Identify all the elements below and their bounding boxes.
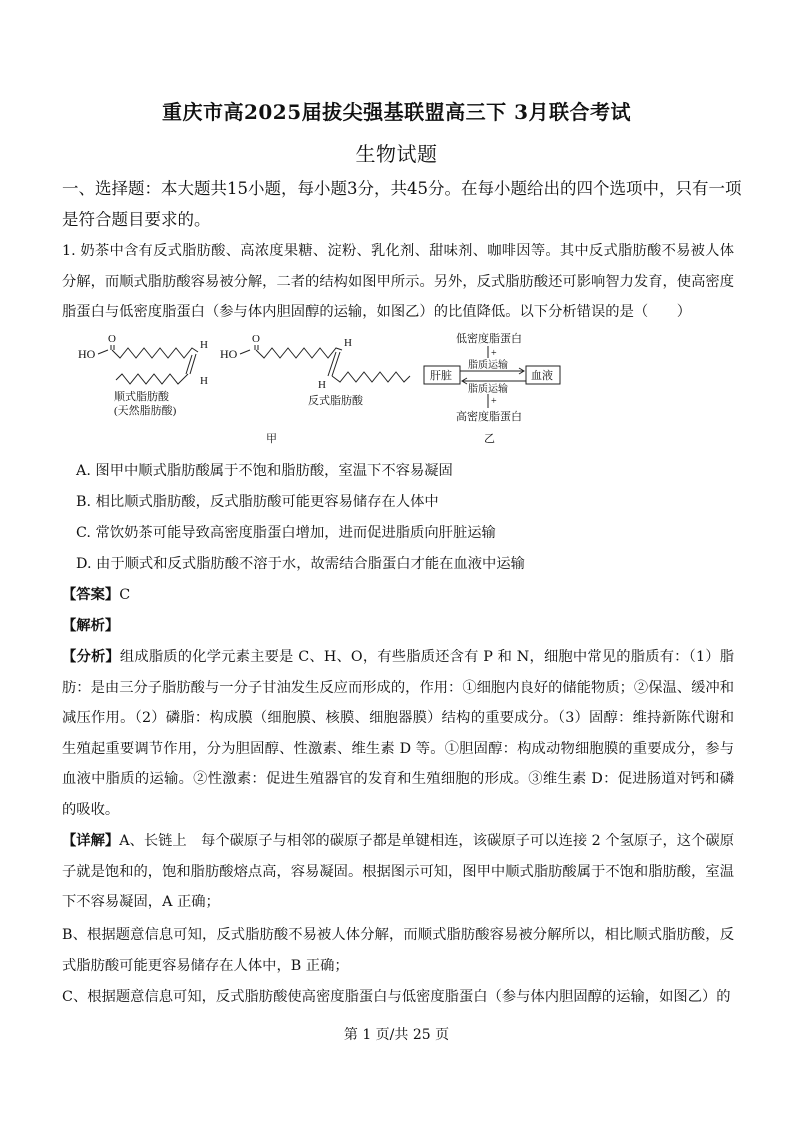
option-d: D. 由于顺式和反式脂肪酸不溶于水，故需结合脂蛋白才能在血液中运输 (76, 556, 525, 572)
xiangjie-label: 【详解】 (62, 833, 120, 849)
cis-o-label: O (108, 333, 116, 345)
trans-o-label: O (252, 333, 260, 345)
fenxi-label: 【分析】 (62, 649, 120, 665)
exam-title: 重庆市高2025届拔尖强基联盟高三下 3月联合考试 (161, 100, 632, 124)
cis-ho-label: HO (78, 347, 96, 361)
trans-h-label-1: H (344, 337, 352, 349)
option-c: C. 常饮奶茶可能导致高密度脂蛋白增加，进而促进脂质向肝脏运输 (76, 525, 496, 541)
cis-fa-sublabel: (天然脂肪酸) (114, 405, 177, 417)
lipoprotein-diagram (424, 331, 560, 445)
analysis-label: 【解析】 (62, 618, 120, 634)
trans-h-label-2: H (318, 379, 326, 391)
question-figure (78, 330, 578, 448)
hdl-label: 高密度脂蛋白 (456, 411, 522, 423)
question-stem: 1. 奶茶中含有反式脂肪酸、高浓度果糖、淀粉、乳化剂、甜味剂、咖啡因等。其中反式脂肪酸不易被人体分解，而顺式脂肪酸容易被分解，二者的结构如图甲所示。另外，反式脂肪酸还可影响智力发育，使高密度脂蛋白与低密度脂蛋白（参与体内胆固醇的运输，如图乙）的比值降低。以下分析错误的是（ ） (62, 243, 734, 321)
fenxi-paragraph (62, 642, 734, 826)
trans-fatty-acid-structure (220, 333, 410, 445)
trans-fa-label: 反式脂肪酸 (308, 395, 363, 407)
liver-label: 肝脏 (430, 370, 452, 382)
answer-value: C (119, 587, 131, 603)
transport-label-2: 脂质运输 (468, 384, 508, 395)
cis-fa-label: 顺式脂肪酸 (114, 391, 169, 403)
fenxi-text: 组成脂质的化学元素主要是 C、H、O，有些脂质还含有 P 和 N，细胞中常见的脂质有：（1）脂肪：是由三分子脂肪酸与一分子甘油发生反应而形成的，作用：①细胞内良好的储能物质；②保温、缓冲和减压作用。（2）磷脂：构成膜（细胞膜、核膜、细胞器膜）结构的重要成分。（3）固醇：维持新陈代谢和生殖起重要调节作用，分为胆固醇、性激素、维生素 D 等。①胆固醇：构成动物细胞膜的重要成分，参与血液中脂质的运输。②性激素：促进生殖器官的发育和生殖细胞的形成。③维生素 D：促进肠道对钙和磷的吸收。 (62, 649, 735, 818)
option-b: B. 相比顺式脂肪酸，反式脂肪酸可能更容易储存在人体中 (76, 494, 439, 510)
option-a: A. 图甲中顺式脂肪酸属于不饱和脂肪酸，室温下不容易凝固 (76, 463, 453, 479)
section-heading: 一、选择题：本大题共15小题，每小题3分，共45分。在每小题给出的四个选项中，只有一项是符合题目要求的。 (62, 179, 742, 229)
blood-label: 血液 (531, 370, 553, 382)
figure-jia-label: 甲 (266, 433, 277, 445)
xiangjie-a-text: A、长链上 每个碳原子与相邻的碳原子都是单键相连，该碳原子可以连接 2 个氢原子，这个碳原子就是饱和的，饱和脂肪酸熔点高，容易凝固。根据图示可知，图甲中顺式脂肪酸属于不饱和脂肪酸，室温下不容易凝固，A 正确； (62, 833, 734, 911)
cis-h-label-1: H (200, 339, 208, 351)
cis-fatty-acid-structure (78, 333, 208, 417)
trans-ho-label: HO (220, 347, 238, 361)
figure-yi-label: 乙 (484, 433, 495, 445)
exam-subtitle: 生物试题 (355, 142, 438, 166)
transport-label-1: 脂质运输 (468, 360, 508, 371)
ldl-plus: + (491, 348, 497, 359)
answer-label: 【答案】 (62, 587, 120, 603)
xiangjie-b-paragraph: B、根据题意信息可知，反式脂肪酸不易被人体分解，而顺式脂肪酸容易被分解所以，相比顺式脂肪酸，反式脂肪酸可能更容易储存在人体中，B 正确； (62, 927, 734, 974)
xiangjie-a-paragraph (62, 826, 734, 918)
cis-h-label-2: H (200, 375, 208, 387)
answer-line (62, 584, 130, 604)
hdl-plus: + (491, 396, 497, 407)
ldl-label: 低密度脂蛋白 (456, 333, 522, 345)
page-footer: 第 1 页/共 25 页 (343, 1027, 450, 1043)
xiangjie-c-paragraph: C、根据题意信息可知，反式脂肪酸使高密度脂蛋白与低密度脂蛋白（参与体内胆固醇的运输，如图乙）的 (62, 989, 731, 1005)
